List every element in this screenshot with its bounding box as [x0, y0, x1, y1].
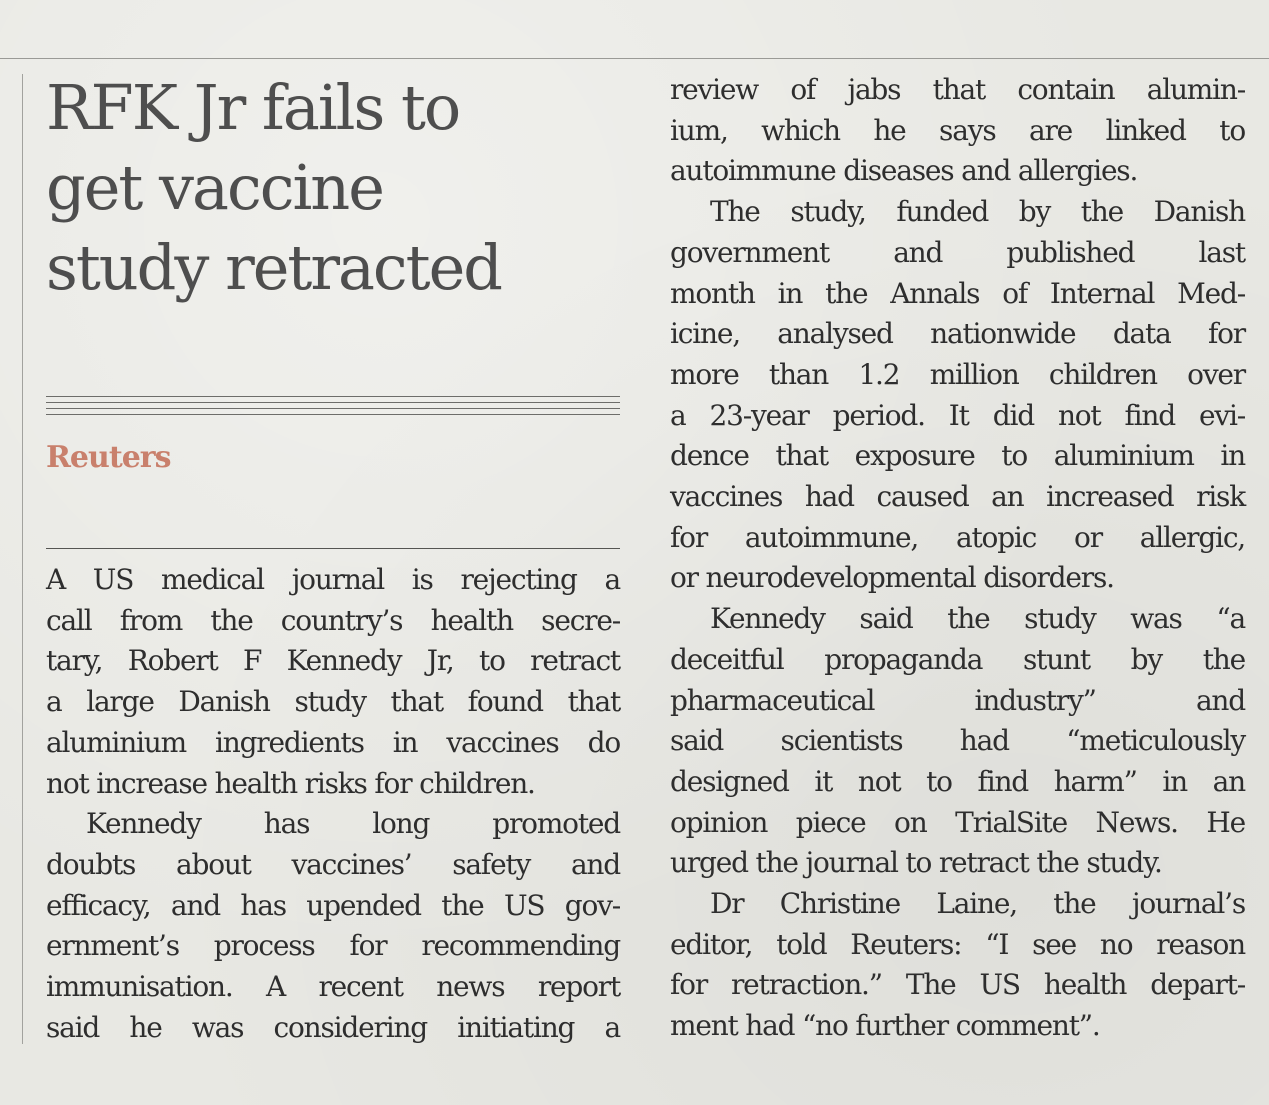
body-text-line: doubts about vaccines’ safety and [46, 847, 620, 881]
body-text-line: ernment’s process for recommending [46, 929, 620, 963]
body-text-line: editor, told Reuters: “I see no reason [670, 927, 1245, 961]
byline-divider [46, 548, 620, 549]
headline-rules [46, 396, 620, 426]
body-text-line: for retraction.” The US health depart- [670, 968, 1245, 1002]
byline: Reuters [46, 440, 171, 475]
body-text-line: for autoimmune, atopic or allergic, [670, 520, 1245, 554]
column-divider [22, 74, 23, 1044]
body-text-line: ment had “no further comment”. [670, 1009, 1100, 1043]
body-text-line: government and published last [670, 235, 1245, 269]
body-text-line: opinion piece on TrialSite News. He [670, 805, 1245, 839]
body-text-line: tary, Robert F Kennedy Jr, to retract [46, 644, 620, 678]
body-text-line: a 23-year period. It did not find evi- [670, 398, 1245, 432]
headline-line: study retracted [46, 231, 501, 304]
left-column-body [46, 560, 620, 1048]
body-text-line: more than 1.2 million children over [670, 357, 1245, 391]
body-text-line: A US medical journal is rejecting a [46, 563, 620, 596]
body-text-line: or neurodevelopmental disorders. [670, 561, 1114, 595]
body-text-line: call from the country’s health secre- [46, 603, 620, 637]
right-column-body [670, 70, 1245, 1047]
body-text-line: pharmaceutical industry” and [670, 683, 1245, 717]
body-text-line: vaccines had caused an increased risk [670, 480, 1245, 514]
body-text-line: review of jabs that contain alumin- [670, 73, 1245, 106]
body-text-line: aluminium ingredients in vaccines do [46, 725, 620, 759]
body-text-line: autoimmune diseases and allergies. [670, 154, 1138, 188]
rule-line [46, 396, 620, 397]
body-text-line: dence that exposure to aluminium in [670, 439, 1245, 473]
headline [46, 68, 646, 308]
body-text-line: a large Danish study that found that [46, 685, 620, 719]
body-text-line: icine, analysed nationwide data for [670, 317, 1245, 351]
body-text-line: The study, funded by the Danish [710, 195, 1245, 229]
rule-line [46, 402, 620, 403]
rule-line [46, 414, 620, 415]
body-text-line: designed it not to find harm” in an [670, 764, 1245, 798]
body-text-line: immunisation. A recent news report [46, 970, 620, 1004]
headline-line: get vaccine [46, 151, 383, 224]
rule-line [46, 408, 620, 409]
body-text-line: said he was considering initiating a [46, 1010, 620, 1044]
body-text-line: Kennedy has long promoted [86, 807, 620, 841]
body-text-line: said scientists had “meticulously [670, 724, 1245, 758]
body-text-line: not increase health risks for children. [46, 766, 535, 800]
headline-line: RFK Jr fails to [46, 71, 460, 144]
body-text-line: efficacy, and has upended the US gov- [46, 888, 620, 922]
body-text-line: urged the journal to retract the study. [670, 846, 1162, 880]
body-text-line: month in the Annals of Internal Med- [670, 276, 1245, 310]
body-text-line: ium, which he says are linked to [670, 113, 1245, 147]
top-divider [0, 58, 1269, 59]
body-text-line: Dr Christine Laine, the journal’s [710, 887, 1245, 921]
body-text-line: deceitful propaganda stunt by the [670, 642, 1245, 676]
body-text-line: Kennedy said the study was “a [710, 602, 1245, 636]
